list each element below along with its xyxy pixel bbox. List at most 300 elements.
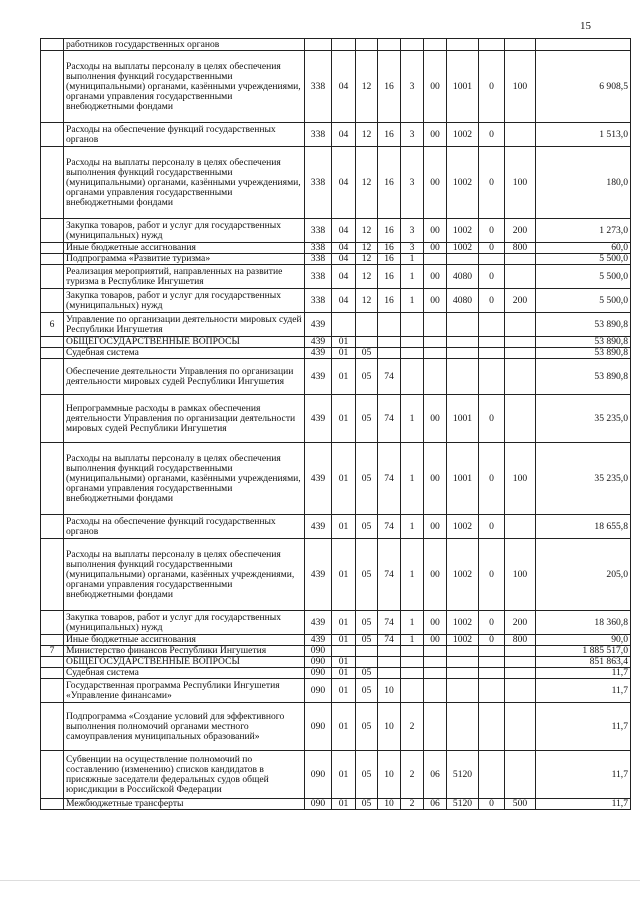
code-subprogram: 1 <box>401 265 424 289</box>
row-index <box>41 668 64 679</box>
row-amount: 53 890,8 <box>536 313 631 337</box>
row-index <box>41 635 64 646</box>
row-amount: 11,7 <box>536 751 631 799</box>
code-event: 00 <box>424 147 447 219</box>
row-amount: 180,0 <box>536 147 631 219</box>
table-body <box>41 39 631 810</box>
code-rz: 01 <box>332 395 356 443</box>
code-subprogram <box>401 646 424 657</box>
code-pr: 12 <box>356 51 378 123</box>
code-direction: 1002 <box>447 611 479 635</box>
code-event: 00 <box>424 289 447 313</box>
code-program <box>378 657 401 668</box>
code-extra: 0 <box>479 799 505 810</box>
code-rz: 01 <box>332 657 356 668</box>
row-index <box>41 219 64 243</box>
code-program: 10 <box>378 799 401 810</box>
code-subprogram <box>401 39 424 51</box>
row-name: Государственная программа Республики Ингушетия «Управление финансами» <box>64 679 305 703</box>
table-row <box>41 799 631 810</box>
code-gr: 338 <box>305 147 332 219</box>
table-row <box>41 611 631 635</box>
code-event: 00 <box>424 243 447 254</box>
code-expense-type <box>505 679 536 703</box>
code-program: 74 <box>378 635 401 646</box>
code-rz: 01 <box>332 348 356 359</box>
code-gr: 338 <box>305 123 332 147</box>
row-name: Иные бюджетные ассигнования <box>64 243 305 254</box>
code-event <box>424 254 447 265</box>
code-event: 00 <box>424 443 447 515</box>
row-amount: 60,0 <box>536 243 631 254</box>
code-extra <box>479 313 505 337</box>
code-pr: 05 <box>356 668 378 679</box>
code-extra <box>479 359 505 395</box>
code-program: 16 <box>378 243 401 254</box>
code-gr: 338 <box>305 289 332 313</box>
code-extra: 0 <box>479 265 505 289</box>
table-row <box>41 243 631 254</box>
code-gr: 090 <box>305 668 332 679</box>
code-pr <box>356 337 378 348</box>
row-amount: 11,7 <box>536 799 631 810</box>
code-event <box>424 668 447 679</box>
row-name: Расходы на выплаты персоналу в целях обеспечения выполнения функций государственными (муниципальными) органами, казённых учреждениями, органами управления государственными внебюджетными фондами <box>64 539 305 611</box>
code-event: 00 <box>424 51 447 123</box>
row-amount <box>536 39 631 51</box>
code-rz <box>332 39 356 51</box>
code-gr: 090 <box>305 751 332 799</box>
table-row <box>41 219 631 243</box>
table-row <box>41 51 631 123</box>
code-subprogram: 1 <box>401 635 424 646</box>
code-direction <box>447 348 479 359</box>
row-name: Межбюджетные трансферты <box>64 799 305 810</box>
code-direction <box>447 337 479 348</box>
code-event: 00 <box>424 123 447 147</box>
row-index <box>41 751 64 799</box>
code-extra: 0 <box>479 219 505 243</box>
code-expense-type: 500 <box>505 799 536 810</box>
code-expense-type: 200 <box>505 219 536 243</box>
code-rz: 04 <box>332 219 356 243</box>
code-direction: 1002 <box>447 123 479 147</box>
row-index <box>41 679 64 703</box>
row-name: ОБЩЕГОСУДАРСТВЕННЫЕ ВОПРОСЫ <box>64 657 305 668</box>
row-index <box>41 611 64 635</box>
code-expense-type <box>505 123 536 147</box>
code-direction <box>447 359 479 395</box>
code-gr: 439 <box>305 359 332 395</box>
code-expense-type: 100 <box>505 51 536 123</box>
code-event <box>424 313 447 337</box>
code-direction <box>447 39 479 51</box>
code-gr: 090 <box>305 799 332 810</box>
code-gr: 338 <box>305 51 332 123</box>
code-direction: 1001 <box>447 395 479 443</box>
code-extra <box>479 39 505 51</box>
code-pr: 12 <box>356 254 378 265</box>
code-gr: 090 <box>305 646 332 657</box>
table-row <box>41 313 631 337</box>
table-row <box>41 657 631 668</box>
code-subprogram <box>401 679 424 703</box>
row-index <box>41 799 64 810</box>
code-subprogram: 1 <box>401 289 424 313</box>
code-rz: 04 <box>332 147 356 219</box>
code-pr: 05 <box>356 751 378 799</box>
code-extra <box>479 679 505 703</box>
code-event <box>424 348 447 359</box>
row-index <box>41 51 64 123</box>
row-name: Судебная система <box>64 668 305 679</box>
code-subprogram <box>401 359 424 395</box>
code-pr <box>356 657 378 668</box>
code-gr: 439 <box>305 348 332 359</box>
code-event: 00 <box>424 611 447 635</box>
code-rz: 01 <box>332 359 356 395</box>
code-subprogram: 1 <box>401 254 424 265</box>
code-program: 16 <box>378 123 401 147</box>
code-rz: 01 <box>332 539 356 611</box>
row-amount: 5 500,0 <box>536 265 631 289</box>
code-rz <box>332 646 356 657</box>
row-amount: 1 513,0 <box>536 123 631 147</box>
code-pr: 12 <box>356 147 378 219</box>
code-gr: 439 <box>305 337 332 348</box>
code-subprogram <box>401 657 424 668</box>
row-amount: 53 890,8 <box>536 359 631 395</box>
code-direction: 5120 <box>447 799 479 810</box>
code-expense-type <box>505 515 536 539</box>
table-row <box>41 289 631 313</box>
code-program: 74 <box>378 539 401 611</box>
page-number: 15 <box>580 20 591 32</box>
code-rz: 01 <box>332 668 356 679</box>
page-edge <box>0 880 640 881</box>
code-program <box>378 668 401 679</box>
code-gr: 439 <box>305 313 332 337</box>
code-gr: 439 <box>305 635 332 646</box>
row-name: Расходы на выплаты персоналу в целях обеспечения выполнения функций государственными (муниципальными) органами, казёнными учреждениями, органами управления государственными внебюджетными фондами <box>64 147 305 219</box>
row-name: Подпрограмма «Развитие туризма» <box>64 254 305 265</box>
code-event <box>424 39 447 51</box>
row-amount: 6 908,5 <box>536 51 631 123</box>
row-index <box>41 657 64 668</box>
code-event: 06 <box>424 799 447 810</box>
code-event <box>424 657 447 668</box>
row-amount: 1 273,0 <box>536 219 631 243</box>
code-direction: 1001 <box>447 443 479 515</box>
table-row <box>41 348 631 359</box>
row-amount: 5 500,0 <box>536 289 631 313</box>
code-rz: 04 <box>332 289 356 313</box>
code-event: 00 <box>424 515 447 539</box>
code-program: 10 <box>378 679 401 703</box>
code-subprogram <box>401 313 424 337</box>
code-gr <box>305 39 332 51</box>
code-pr: 05 <box>356 611 378 635</box>
row-index <box>41 337 64 348</box>
code-pr: 05 <box>356 348 378 359</box>
table-row <box>41 395 631 443</box>
code-pr <box>356 313 378 337</box>
row-index <box>41 123 64 147</box>
code-expense-type <box>505 657 536 668</box>
row-index: 7 <box>41 646 64 657</box>
row-index <box>41 359 64 395</box>
code-rz: 01 <box>332 515 356 539</box>
code-expense-type <box>505 337 536 348</box>
row-amount: 90,0 <box>536 635 631 646</box>
row-amount: 851 863,4 <box>536 657 631 668</box>
code-gr: 439 <box>305 515 332 539</box>
code-program <box>378 39 401 51</box>
row-index <box>41 265 64 289</box>
table-row <box>41 254 631 265</box>
code-rz: 01 <box>332 679 356 703</box>
code-program: 16 <box>378 254 401 265</box>
code-expense-type <box>505 646 536 657</box>
table-row <box>41 123 631 147</box>
code-subprogram: 2 <box>401 751 424 799</box>
row-amount: 53 890,8 <box>536 348 631 359</box>
code-event <box>424 359 447 395</box>
table-row <box>41 646 631 657</box>
code-direction: 4080 <box>447 265 479 289</box>
code-event: 06 <box>424 751 447 799</box>
code-extra <box>479 657 505 668</box>
code-subprogram: 1 <box>401 515 424 539</box>
code-event: 00 <box>424 539 447 611</box>
code-subprogram: 3 <box>401 243 424 254</box>
code-gr: 439 <box>305 539 332 611</box>
code-pr: 05 <box>356 443 378 515</box>
code-extra: 0 <box>479 51 505 123</box>
code-subprogram <box>401 337 424 348</box>
code-extra <box>479 751 505 799</box>
code-extra <box>479 646 505 657</box>
code-rz: 04 <box>332 51 356 123</box>
row-index <box>41 39 64 51</box>
code-extra: 0 <box>479 635 505 646</box>
row-index <box>41 289 64 313</box>
row-name: Субвенции на осуществление полномочий по составлению (изменению) списков кандидатов в присяжные заседатели федеральных судов общей юрисдикции в Российской Федерации <box>64 751 305 799</box>
row-amount: 35 235,0 <box>536 443 631 515</box>
code-extra: 0 <box>479 515 505 539</box>
code-extra <box>479 668 505 679</box>
code-expense-type <box>505 359 536 395</box>
code-program: 16 <box>378 51 401 123</box>
code-program: 16 <box>378 147 401 219</box>
table-row <box>41 668 631 679</box>
row-index <box>41 539 64 611</box>
row-index <box>41 703 64 751</box>
code-direction <box>447 679 479 703</box>
row-name: работников государственных органов <box>64 39 305 51</box>
table-row <box>41 703 631 751</box>
code-program: 74 <box>378 359 401 395</box>
code-program <box>378 337 401 348</box>
row-amount: 35 235,0 <box>536 395 631 443</box>
code-extra: 0 <box>479 289 505 313</box>
code-event <box>424 337 447 348</box>
code-subprogram: 1 <box>401 443 424 515</box>
code-direction: 4080 <box>447 289 479 313</box>
code-pr: 12 <box>356 265 378 289</box>
table-row <box>41 635 631 646</box>
row-name: ОБЩЕГОСУДАРСТВЕННЫЕ ВОПРОСЫ <box>64 337 305 348</box>
row-name: Закупка товаров, работ и услуг для государственных (муниципальных) нужд <box>64 611 305 635</box>
code-expense-type <box>505 395 536 443</box>
code-direction: 5120 <box>447 751 479 799</box>
code-expense-type <box>505 751 536 799</box>
row-amount: 11,7 <box>536 668 631 679</box>
code-rz: 01 <box>332 635 356 646</box>
code-extra: 0 <box>479 147 505 219</box>
code-program: 74 <box>378 611 401 635</box>
code-gr: 090 <box>305 703 332 751</box>
row-name: Управление по организации деятельности мировых судей Республики Ингушетия <box>64 313 305 337</box>
code-program <box>378 348 401 359</box>
code-event <box>424 679 447 703</box>
code-gr: 439 <box>305 611 332 635</box>
row-name: Закупка товаров, работ и услуг для государственных (муниципальных) нужд <box>64 219 305 243</box>
code-expense-type: 800 <box>505 635 536 646</box>
code-direction <box>447 703 479 751</box>
row-amount: 11,7 <box>536 679 631 703</box>
code-gr: 439 <box>305 443 332 515</box>
code-program <box>378 313 401 337</box>
row-name: Расходы на выплаты персоналу в целях обеспечения выполнения функций государственными (муниципальными) органами, казёнными учреждениями, органами управления государственными внебюджетными фондами <box>64 443 305 515</box>
code-program: 10 <box>378 703 401 751</box>
code-event: 00 <box>424 635 447 646</box>
code-subprogram: 3 <box>401 51 424 123</box>
code-rz: 01 <box>332 337 356 348</box>
code-expense-type <box>505 703 536 751</box>
row-index <box>41 515 64 539</box>
code-event: 00 <box>424 265 447 289</box>
code-pr <box>356 646 378 657</box>
table-row <box>41 679 631 703</box>
row-amount: 205,0 <box>536 539 631 611</box>
code-pr: 12 <box>356 243 378 254</box>
code-direction: 1002 <box>447 147 479 219</box>
code-pr: 05 <box>356 539 378 611</box>
code-event <box>424 646 447 657</box>
code-extra: 0 <box>479 611 505 635</box>
code-event: 00 <box>424 219 447 243</box>
row-name: Непрограммные расходы в рамках обеспечения деятельности Управления по организации деятельности мировых судей Республики Ингушетия <box>64 395 305 443</box>
code-subprogram <box>401 668 424 679</box>
code-rz: 01 <box>332 703 356 751</box>
code-subprogram: 2 <box>401 703 424 751</box>
code-rz: 04 <box>332 123 356 147</box>
code-extra: 0 <box>479 395 505 443</box>
code-direction: 1002 <box>447 635 479 646</box>
code-program: 74 <box>378 443 401 515</box>
code-extra <box>479 703 505 751</box>
table-row <box>41 751 631 799</box>
code-direction: 1002 <box>447 219 479 243</box>
code-expense-type <box>505 265 536 289</box>
code-pr: 05 <box>356 703 378 751</box>
code-direction <box>447 657 479 668</box>
code-program: 16 <box>378 289 401 313</box>
row-amount: 18 655,8 <box>536 515 631 539</box>
code-program: 10 <box>378 751 401 799</box>
code-subprogram: 1 <box>401 539 424 611</box>
row-index <box>41 395 64 443</box>
row-index <box>41 243 64 254</box>
code-extra <box>479 348 505 359</box>
code-rz: 04 <box>332 265 356 289</box>
code-gr: 090 <box>305 657 332 668</box>
code-expense-type <box>505 668 536 679</box>
code-pr: 05 <box>356 359 378 395</box>
code-extra <box>479 254 505 265</box>
code-pr: 05 <box>356 515 378 539</box>
code-subprogram <box>401 348 424 359</box>
row-name: Реализация мероприятий, направленных на развитие туризма в Республике Ингушетия <box>64 265 305 289</box>
code-expense-type: 200 <box>505 289 536 313</box>
code-gr: 338 <box>305 243 332 254</box>
code-direction: 1002 <box>447 515 479 539</box>
code-subprogram: 2 <box>401 799 424 810</box>
code-rz: 01 <box>332 799 356 810</box>
row-name: Обеспечение деятельности Управления по организации деятельности мировых судей Республики Ингушетия <box>64 359 305 395</box>
code-pr: 05 <box>356 395 378 443</box>
code-program <box>378 646 401 657</box>
row-name: Расходы на выплаты персоналу в целях обеспечения выполнения функций государственными (муниципальными) органами, казёнными учреждениями, органами управления государственными внебюджетными фондами <box>64 51 305 123</box>
row-index <box>41 443 64 515</box>
row-index <box>41 254 64 265</box>
code-rz: 04 <box>332 243 356 254</box>
table-row <box>41 39 631 51</box>
code-subprogram: 3 <box>401 147 424 219</box>
table-row <box>41 443 631 515</box>
row-name: Иные бюджетные ассигнования <box>64 635 305 646</box>
table-row <box>41 515 631 539</box>
code-gr: 090 <box>305 679 332 703</box>
code-extra: 0 <box>479 539 505 611</box>
row-name: Расходы на обеспечение функций государственных органов <box>64 123 305 147</box>
code-pr: 12 <box>356 289 378 313</box>
code-program: 16 <box>378 265 401 289</box>
code-rz: 04 <box>332 254 356 265</box>
table-row <box>41 359 631 395</box>
code-pr: 12 <box>356 123 378 147</box>
code-program: 74 <box>378 515 401 539</box>
row-amount: 1 885 517,0 <box>536 646 631 657</box>
code-direction: 1002 <box>447 243 479 254</box>
code-expense-type: 100 <box>505 147 536 219</box>
table-row <box>41 265 631 289</box>
code-extra: 0 <box>479 243 505 254</box>
table-row <box>41 337 631 348</box>
row-amount: 18 360,8 <box>536 611 631 635</box>
code-subprogram: 1 <box>401 395 424 443</box>
code-pr <box>356 39 378 51</box>
code-extra: 0 <box>479 443 505 515</box>
code-event: 00 <box>424 395 447 443</box>
code-direction <box>447 254 479 265</box>
code-expense-type <box>505 39 536 51</box>
code-rz: 01 <box>332 443 356 515</box>
row-name: Расходы на обеспечение функций государственных органов <box>64 515 305 539</box>
code-expense-type: 800 <box>505 243 536 254</box>
row-index: 6 <box>41 313 64 337</box>
